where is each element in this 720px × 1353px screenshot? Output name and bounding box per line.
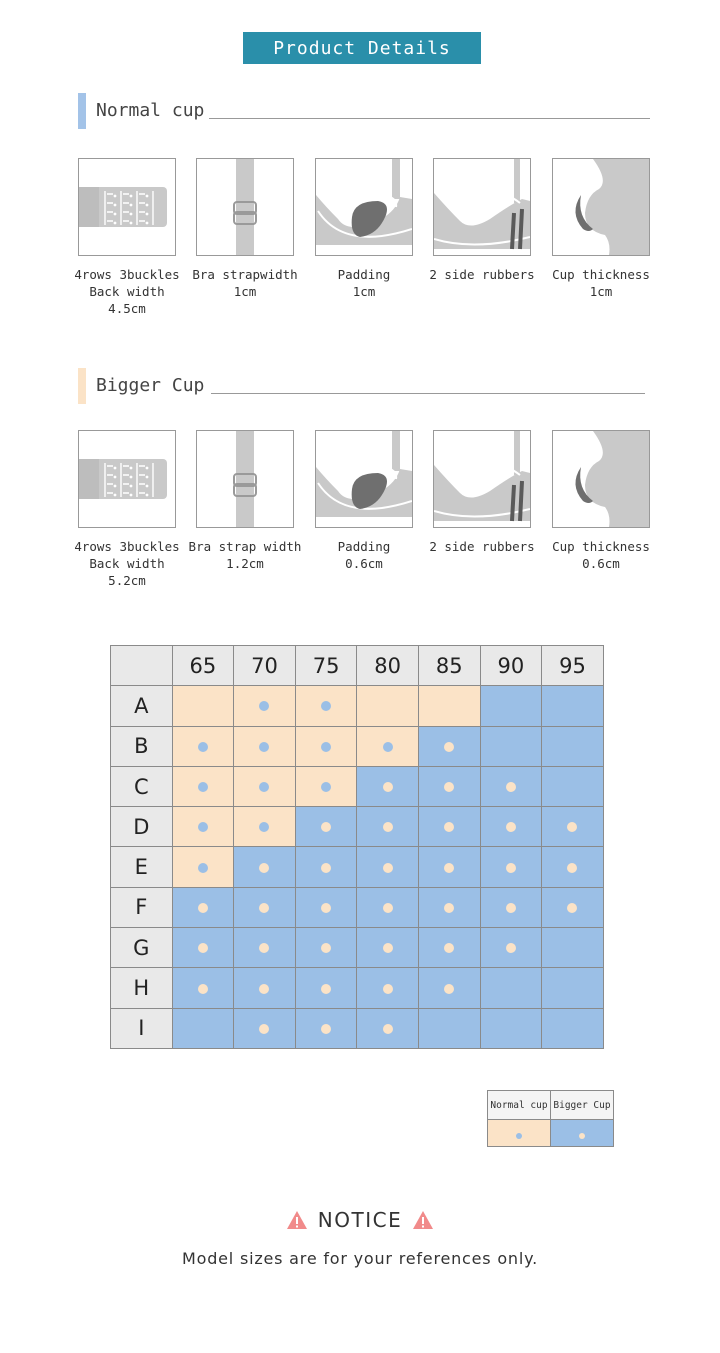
feature-item — [423, 158, 541, 283]
availability-dot — [321, 742, 331, 752]
feature-label-line: Cup thickness — [552, 267, 650, 282]
feature-item — [305, 158, 423, 300]
notice-text: Model sizes are for your references only. — [182, 1249, 538, 1268]
size-cell — [295, 847, 357, 887]
band-size-header: 95 — [542, 646, 604, 686]
feature-label — [423, 538, 541, 555]
availability-dot — [444, 863, 454, 873]
size-cell — [418, 928, 480, 968]
availability-dot — [259, 863, 269, 873]
feature-label-line: 2 side rubbers — [429, 267, 535, 282]
page-banner: Product Details — [243, 32, 481, 64]
size-cell — [542, 807, 604, 847]
availability-dot — [259, 1024, 269, 1034]
size-cell — [234, 847, 296, 887]
size-cell — [480, 928, 542, 968]
size-cell — [480, 887, 542, 927]
size-cell — [357, 928, 419, 968]
availability-dot — [321, 943, 331, 953]
availability-dot — [444, 984, 454, 994]
availability-dot — [321, 822, 331, 832]
size-cell — [295, 807, 357, 847]
size-cell — [357, 968, 419, 1008]
cup-size-header: D — [111, 807, 173, 847]
size-cell — [480, 1008, 542, 1048]
grid-corner — [111, 646, 173, 686]
size-cell — [418, 1008, 480, 1048]
padding-icon — [315, 158, 413, 256]
feature-label-line: 0.6cm — [582, 556, 620, 571]
side-rubbers-icon — [433, 158, 531, 256]
feature-item — [542, 430, 660, 572]
warning-triangle-icon — [412, 1210, 434, 1230]
availability-dot — [321, 1024, 331, 1034]
availability-dot — [198, 943, 208, 953]
cup-size-header: I — [111, 1008, 173, 1048]
feature-label-line: 5.2cm — [108, 573, 146, 588]
availability-dot — [567, 863, 577, 873]
feature-label-line: 1cm — [589, 284, 613, 299]
availability-dot — [259, 782, 269, 792]
feature-item — [305, 430, 423, 572]
cup-row — [111, 968, 604, 1008]
cup-size-header: G — [111, 928, 173, 968]
availability-dot — [383, 863, 393, 873]
availability-dot — [506, 822, 516, 832]
size-cell — [295, 686, 357, 726]
availability-dot — [259, 903, 269, 913]
feature-item — [186, 158, 304, 300]
band-size-header: 70 — [234, 646, 296, 686]
availability-dot — [198, 984, 208, 994]
section-accent-bar — [78, 368, 86, 404]
availability-dot — [506, 863, 516, 873]
feature-item — [542, 158, 660, 300]
availability-dot — [259, 701, 269, 711]
feature-label-line: 4.5cm — [108, 301, 146, 316]
size-cell — [357, 766, 419, 806]
band-size-header: 90 — [480, 646, 542, 686]
size-cell — [542, 1008, 604, 1048]
section-divider — [211, 393, 645, 394]
availability-dot — [259, 943, 269, 953]
section-title: Normal cup — [96, 100, 205, 121]
size-cell — [542, 766, 604, 806]
size-cell — [172, 1008, 234, 1048]
hook-eye-closure-icon — [78, 158, 176, 256]
size-cell — [234, 1008, 296, 1048]
size-cell — [357, 887, 419, 927]
notice-heading — [0, 1208, 720, 1232]
availability-dot — [321, 984, 331, 994]
size-cell — [295, 968, 357, 1008]
size-cell — [172, 686, 234, 726]
feature-label — [305, 266, 423, 300]
availability-dot — [321, 863, 331, 873]
feature-label — [68, 266, 186, 317]
feature-label-line: Back width — [89, 556, 165, 571]
feature-label-line: 1cm — [233, 284, 257, 299]
feature-item — [68, 430, 186, 589]
cup-row — [111, 928, 604, 968]
size-cell — [234, 686, 296, 726]
size-cell — [172, 847, 234, 887]
legend-normal-swatch — [488, 1120, 551, 1147]
size-cell — [480, 968, 542, 1008]
section-title: Bigger Cup — [96, 375, 205, 396]
availability-dot — [198, 782, 208, 792]
feature-label-line: 1.2cm — [226, 556, 264, 571]
size-cell — [480, 847, 542, 887]
size-cell — [480, 726, 542, 766]
availability-dot — [444, 782, 454, 792]
size-cell — [172, 807, 234, 847]
bra-strap-icon — [196, 430, 294, 528]
size-cell — [357, 847, 419, 887]
size-cell — [172, 726, 234, 766]
availability-dot — [506, 782, 516, 792]
availability-dot — [383, 984, 393, 994]
notice-title: NOTICE — [317, 1208, 403, 1232]
availability-dot — [259, 984, 269, 994]
size-cell — [234, 766, 296, 806]
size-cell — [418, 807, 480, 847]
band-size-header: 80 — [357, 646, 419, 686]
size-cell — [172, 887, 234, 927]
availability-dot — [198, 903, 208, 913]
availability-dot — [383, 742, 393, 752]
cup-size-header: A — [111, 686, 173, 726]
section-header-normal — [78, 93, 650, 129]
legend-normal-label: Normal cup — [488, 1091, 551, 1120]
feature-label-line: 4rows 3buckles — [74, 539, 180, 554]
size-cell — [542, 968, 604, 1008]
feature-item — [186, 430, 304, 572]
section-divider — [209, 118, 650, 119]
size-cell — [234, 807, 296, 847]
feature-label-line: 4rows 3buckles — [74, 267, 180, 282]
feature-label-line: Padding — [337, 267, 391, 282]
size-cell — [418, 726, 480, 766]
availability-dot — [321, 701, 331, 711]
side-rubbers-icon — [433, 430, 531, 528]
feature-label — [542, 266, 660, 300]
feature-label-line: 2 side rubbers — [429, 539, 535, 554]
size-cell — [542, 887, 604, 927]
cup-row — [111, 887, 604, 927]
cup-row — [111, 847, 604, 887]
feature-item — [68, 158, 186, 317]
size-cell — [172, 766, 234, 806]
availability-dot — [567, 903, 577, 913]
feature-label-line: Cup thickness — [552, 539, 650, 554]
feature-label — [542, 538, 660, 572]
bra-strap-icon — [196, 158, 294, 256]
feature-label — [68, 538, 186, 589]
cup-row — [111, 807, 604, 847]
legend-bigger-swatch — [551, 1120, 614, 1147]
feature-label-line: 0.6cm — [345, 556, 383, 571]
availability-dot — [198, 742, 208, 752]
availability-dot — [259, 742, 269, 752]
padding-icon — [315, 430, 413, 528]
feature-label — [186, 538, 304, 572]
size-cell — [172, 928, 234, 968]
availability-dot — [383, 782, 393, 792]
size-cell — [295, 928, 357, 968]
size-cell — [542, 847, 604, 887]
feature-item — [423, 430, 541, 555]
size-cell — [542, 928, 604, 968]
availability-dot — [321, 782, 331, 792]
size-cell — [480, 686, 542, 726]
cup-row — [111, 766, 604, 806]
size-cell — [418, 968, 480, 1008]
legend — [487, 1090, 614, 1147]
size-cell — [480, 807, 542, 847]
size-cell — [295, 766, 357, 806]
cup-size-header: C — [111, 766, 173, 806]
band-size-header: 75 — [295, 646, 357, 686]
availability-dot — [383, 943, 393, 953]
availability-dot — [383, 822, 393, 832]
section-accent-bar — [78, 93, 86, 129]
availability-dot — [506, 943, 516, 953]
size-cell — [542, 686, 604, 726]
cup-size-header: H — [111, 968, 173, 1008]
feature-label — [305, 538, 423, 572]
availability-dot — [444, 903, 454, 913]
size-cell — [295, 887, 357, 927]
size-cell — [418, 887, 480, 927]
availability-dot — [383, 903, 393, 913]
availability-dot — [506, 903, 516, 913]
cup-size-header: B — [111, 726, 173, 766]
feature-label-line: Back width — [89, 284, 165, 299]
warning-triangle-icon — [286, 1210, 308, 1230]
feature-label-line: Padding — [337, 539, 391, 554]
size-cell — [295, 1008, 357, 1048]
size-cell — [295, 726, 357, 766]
size-cell — [234, 968, 296, 1008]
feature-label-line: 1cm — [352, 284, 376, 299]
cup-row — [111, 1008, 604, 1048]
cup-size-header: E — [111, 847, 173, 887]
hook-eye-closure-icon — [78, 430, 176, 528]
availability-dot — [198, 822, 208, 832]
availability-dot — [321, 903, 331, 913]
feature-label — [423, 266, 541, 283]
size-cell — [418, 766, 480, 806]
size-cell — [357, 726, 419, 766]
cup-row — [111, 686, 604, 726]
size-chart-table — [110, 645, 604, 1049]
cup-thickness-icon — [552, 158, 650, 256]
legend-bigger-label: Bigger Cup — [551, 1091, 614, 1120]
feature-label-line: Bra strapwidth — [192, 267, 298, 282]
availability-dot — [198, 863, 208, 873]
size-cell — [234, 887, 296, 927]
band-size-header: 85 — [418, 646, 480, 686]
size-cell — [542, 726, 604, 766]
size-cell — [357, 686, 419, 726]
availability-dot — [383, 1024, 393, 1034]
cup-size-header: F — [111, 887, 173, 927]
size-cell — [357, 1008, 419, 1048]
availability-dot — [444, 943, 454, 953]
size-cell — [234, 928, 296, 968]
size-cell — [172, 968, 234, 1008]
section-header-bigger — [78, 368, 645, 404]
feature-label — [186, 266, 304, 300]
cup-row — [111, 726, 604, 766]
cup-thickness-icon — [552, 430, 650, 528]
availability-dot — [444, 742, 454, 752]
availability-dot — [444, 822, 454, 832]
feature-label-line: Bra strap width — [188, 539, 302, 554]
availability-dot — [567, 822, 577, 832]
size-cell — [234, 726, 296, 766]
size-cell — [418, 847, 480, 887]
band-size-header: 65 — [172, 646, 234, 686]
size-cell — [480, 766, 542, 806]
size-cell — [418, 686, 480, 726]
availability-dot — [259, 822, 269, 832]
size-cell — [357, 807, 419, 847]
